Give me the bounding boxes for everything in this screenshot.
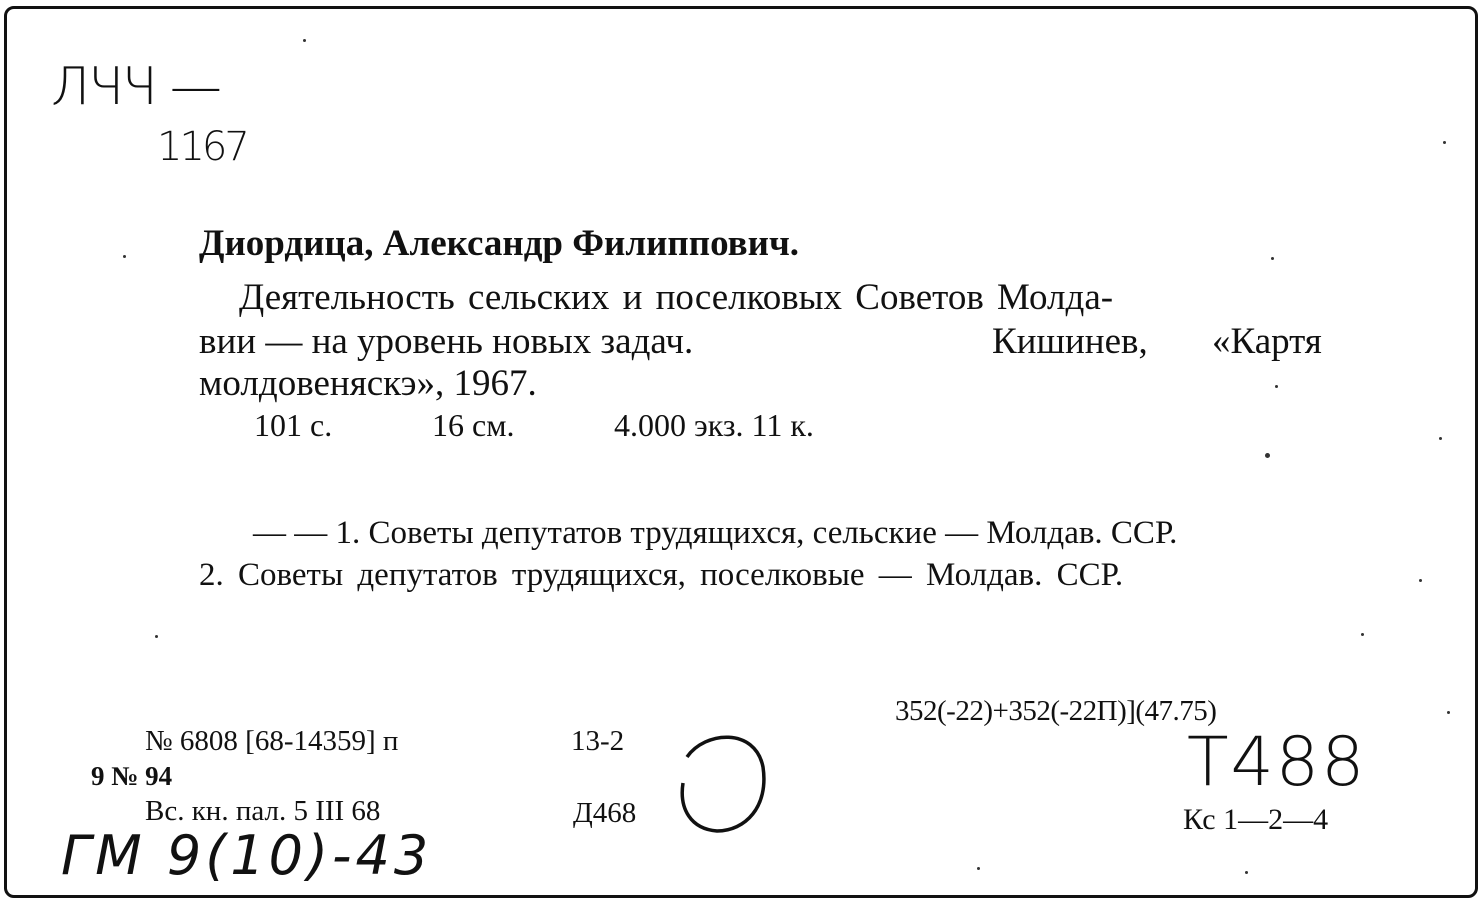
subjects-line-2: 2. Советы депутатов трудящихся, поселковые — Молдав. ССР. [199, 557, 1124, 593]
imprint-publisher: «Картя [1212, 321, 1322, 362]
classification-code: 352(-22)+352(-22П)](47.75) [895, 695, 1217, 727]
speckle [123, 255, 126, 258]
speckle [977, 867, 980, 870]
ks-code: Кс 1—2—4 [1183, 803, 1329, 836]
subjects-line-1: — — 1. Советы депутатов трудящихся, сельские — Молдав. ССР. [253, 515, 1178, 551]
title-line-3: молдовеняскэ», 1967. [199, 363, 537, 404]
book-chamber-reference: Вс. кн. пал. 5 III 68 [145, 795, 381, 827]
author-mark: Т488 [1187, 723, 1367, 802]
handwritten-call-number: ГМ 9(10)-43 [61, 824, 433, 887]
stamp-circle [675, 727, 775, 837]
speckle [1443, 141, 1446, 144]
speckle [155, 635, 158, 638]
speckle [1265, 453, 1270, 458]
size: 16 см. [432, 407, 515, 443]
print-code: 13-2 [571, 725, 625, 757]
speckle [1271, 257, 1274, 260]
shelf-mark-top: ЛЧЧ — [51, 57, 220, 117]
author-heading: Диордица, Александр Филиппович. [199, 223, 800, 264]
speckle [1275, 385, 1278, 388]
shelf-mark-bottom: 1167 [157, 124, 247, 170]
batch-number: 9 № 94 [91, 761, 173, 791]
order-number: № 6808 [68-14359] п [145, 725, 399, 757]
print-code-2: Д468 [573, 797, 637, 829]
pages: 101 с. [254, 407, 333, 443]
imprint-city: Кишинев, [992, 321, 1148, 362]
speckle [303, 39, 306, 42]
title-line-1: Деятельность сельских и поселковых Советов Молда- [239, 277, 1114, 318]
speckle [1361, 633, 1364, 636]
speckle [1439, 437, 1442, 440]
speckle [1447, 711, 1450, 714]
speckle [1245, 871, 1248, 874]
speckle [1419, 579, 1422, 582]
title-line-2: вии — на уровень новых задач. [199, 321, 694, 362]
catalog-card [4, 6, 1478, 898]
copies-price: 4.000 экз. 11 к. [614, 407, 814, 443]
